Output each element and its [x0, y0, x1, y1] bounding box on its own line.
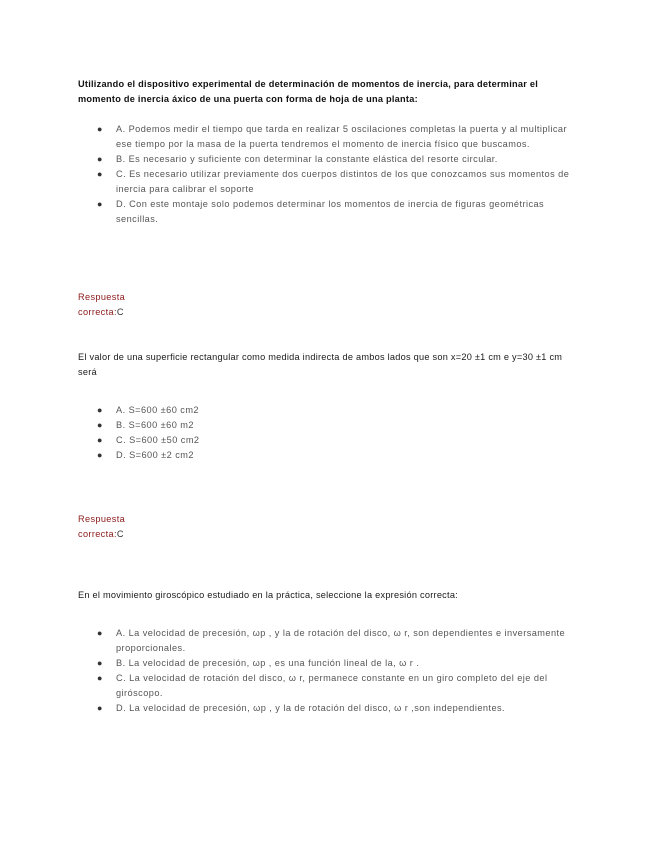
option-text: C. S=600 ±50 cm2 [116, 435, 200, 445]
question-2-option-d [78, 448, 578, 463]
bullet-icon: ● [97, 628, 103, 638]
question-1-option-a [78, 122, 578, 152]
option-text: C. La velocidad de rotación del disco, ω r, permanece constante en un giro completo del eje del giróscopo. [116, 673, 548, 698]
answer-label: Respuesta [78, 514, 126, 524]
question-3-option-c [78, 671, 578, 701]
answer-label: Respuesta [78, 292, 126, 302]
option-text: A. Podemos medir el tiempo que tarda en realizar 5 oscilaciones completas la puerta y al multiplicar ese tiempo por la masa de la puerta tendremos el momento de inercia físico que buscamos. [116, 124, 567, 149]
question-3-options [78, 626, 578, 716]
question-2-answer [78, 512, 125, 542]
question-1-option-d [78, 197, 578, 227]
question-1-text: Utilizando el dispositivo experimental de determinación de momentos de inercia, para determinar el momento de inercia áxico de una puerta con forma de hoja de una planta: [78, 79, 539, 104]
option-text: D. La velocidad de precesión, ωp , y la de rotación del disco, ω r ,son independientes. [116, 703, 506, 713]
question-2-option-a [78, 403, 578, 418]
question-1-option-b [78, 152, 578, 167]
bullet-icon: ● [97, 703, 103, 713]
question-3-option-a [78, 626, 578, 656]
question-3-text: En el movimiento giroscópico estudiado en la práctica, seleccione la expresión correcta: [78, 590, 458, 600]
answer-value: C [116, 529, 124, 539]
question-2-option-c [78, 433, 578, 448]
question-2-options [78, 403, 578, 463]
bullet-icon: ● [97, 673, 103, 683]
option-text: A. S=600 ±60 cm2 [116, 405, 199, 415]
question-1-option-c [78, 167, 578, 197]
answer-value: C [116, 307, 124, 317]
bullet-icon: ● [97, 420, 103, 430]
bullet-icon: ● [97, 658, 103, 668]
answer-prefix: correcta: [78, 307, 117, 317]
option-text: D. Con este montaje solo podemos determinar los momentos de inercia de figuras geométricas sencillas. [116, 199, 545, 224]
option-text: B. S=600 ±60 m2 [116, 420, 194, 430]
bullet-icon: ● [97, 124, 103, 134]
question-1-answer [78, 290, 125, 320]
question-2-text: El valor de una superficie rectangular como medida indirecta de ambos lados que son x=20 ±1 cm e y=30 ±1 cm será [78, 352, 563, 377]
question-2-option-b [78, 418, 578, 433]
option-text: B. Es necesario y suficiente con determinar la constante elástica del resorte circular. [116, 154, 498, 164]
option-text: D. S=600 ±2 cm2 [116, 450, 194, 460]
question-3-option-b [78, 656, 578, 671]
bullet-icon: ● [97, 405, 103, 415]
bullet-icon: ● [97, 450, 103, 460]
option-text: B. La velocidad de precesión, ωp , es una función lineal de la, ω r . [116, 658, 420, 668]
answer-prefix: correcta: [78, 529, 117, 539]
question-3-option-d [78, 701, 578, 716]
question-1-options [78, 122, 578, 227]
bullet-icon: ● [97, 154, 103, 164]
bullet-icon: ● [97, 169, 103, 179]
bullet-icon: ● [97, 435, 103, 445]
option-text: A. La velocidad de precesión, ωp , y la de rotación del disco, ω r, son dependientes e inversamente proporcionales. [116, 628, 566, 653]
option-text: C. Es necesario utilizar previamente dos cuerpos distintos de los que conozcamos sus momentos de inercia para calibrar el soporte [116, 169, 570, 194]
bullet-icon: ● [97, 199, 103, 209]
